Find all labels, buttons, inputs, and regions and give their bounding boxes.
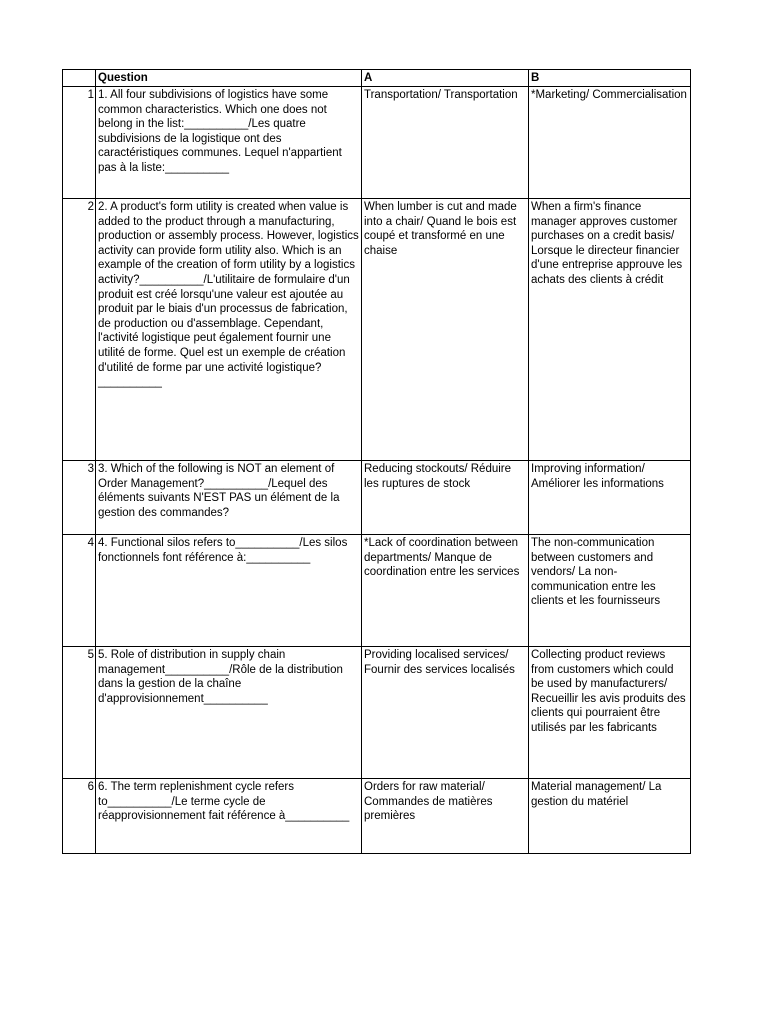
- header-question-cell: Question: [96, 70, 362, 87]
- question-cell: 3. Which of the following is NOT an element of Order Management?__________/Lequel des éléments suivants N'EST PAS un élément de la gestion des commandes?: [96, 461, 362, 535]
- option-a-cell: *Lack of coordination between departments/ Manque de coordination entre les services: [362, 535, 529, 647]
- row-number-cell: 5: [63, 647, 96, 779]
- table-row: [63, 87, 691, 199]
- header-number-cell: [63, 70, 96, 87]
- row-number-cell: 6: [63, 779, 96, 854]
- table-row: [63, 647, 691, 779]
- question-cell: 5. Role of distribution in supply chain management__________/Rôle de la distribution dans la gestion de la chaîne d'approvisionnement__________: [96, 647, 362, 779]
- table-row: [63, 535, 691, 647]
- option-b-cell: Collecting product reviews from customers which could be used by manufacturers/ Recueillir les avis produits des clients qui pourraient être utilisés par les fabricants: [529, 647, 691, 779]
- option-a-cell: Providing localised services/ Fournir des services localisés: [362, 647, 529, 779]
- option-b-cell: Material management/ La gestion du matériel: [529, 779, 691, 854]
- row-number-cell: 1: [63, 87, 96, 199]
- option-a-cell: When lumber is cut and made into a chair/ Quand le bois est coupé et transformé en une chaise: [362, 199, 529, 461]
- option-a-cell: Transportation/ Transportation: [362, 87, 529, 199]
- header-a-cell: A: [362, 70, 529, 87]
- row-number-cell: 2: [63, 199, 96, 461]
- header-row: [63, 70, 691, 87]
- option-b-cell: Improving information/ Améliorer les informations: [529, 461, 691, 535]
- table-row: [63, 199, 691, 461]
- row-number-cell: 4: [63, 535, 96, 647]
- question-cell: 4. Functional silos refers to__________/Les silos fonctionnels font référence à:__________: [96, 535, 362, 647]
- option-b-cell: The non-communication between customers and vendors/ La non-communication entre les clients et les fournisseurs: [529, 535, 691, 647]
- header-b-cell: B: [529, 70, 691, 87]
- option-b-cell: *Marketing/ Commercialisation: [529, 87, 691, 199]
- question-cell: 6. The term replenishment cycle refers to__________/Le terme cycle de réapprovisionnement fait référence à__________: [96, 779, 362, 854]
- table-row: [63, 779, 691, 854]
- option-a-cell: Orders for raw material/ Commandes de matières premières: [362, 779, 529, 854]
- quiz-table: [62, 69, 691, 854]
- row-number-cell: 3: [63, 461, 96, 535]
- table-row: [63, 461, 691, 535]
- option-b-cell: When a firm's finance manager approves customer purchases on a credit basis/ Lorsque le directeur financier d'une entreprise approuve les achats des clients à crédit: [529, 199, 691, 461]
- question-cell: 1. All four subdivisions of logistics have some common characteristics. Which one does not belong in the list:__________/Les quatre subdivisions de la logistique ont des caractéristiques communes. Lequel n'appartient pas à la liste:__________: [96, 87, 362, 199]
- option-a-cell: Reducing stockouts/ Réduire les ruptures de stock: [362, 461, 529, 535]
- question-cell: 2. A product's form utility is created when value is added to the product through a manufacturing, production or assembly process. However, logistics activity can provide form utility also. Which is an example of the creation of form utility by a logistics activity?__________/L'utilitaire de formulaire d'un produit est créé lorsqu'une valeur est ajoutée au produit par le biais d'un processus de fabrication, de production ou d'assemblage. Cependant, l'activité logistique peut également fournir une utilité de forme. Quel est un exemple de création d'utilité de forme par une activité logistique?__________: [96, 199, 362, 461]
